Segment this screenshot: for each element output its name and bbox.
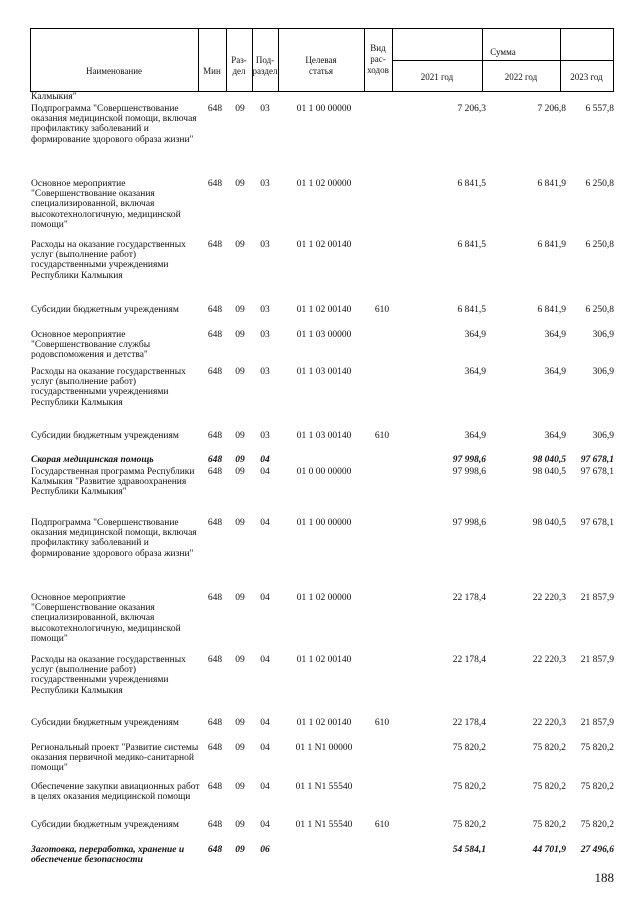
- table-header: [30, 28, 614, 92]
- row-2023: 75 820,2: [580, 743, 614, 753]
- row-min: 648: [207, 820, 223, 830]
- row-name: Обеспечение закупки авиационных работ в целях оказания медицинской помощи: [31, 782, 200, 803]
- row-2022: 98 040,5: [532, 467, 566, 477]
- row-razdel: 09: [235, 104, 245, 114]
- row-2021: 364,9: [464, 431, 486, 441]
- row-2023: 6 250,8: [585, 305, 614, 315]
- row-razdel: 09: [235, 455, 245, 465]
- row-name: Субсидии бюджетным учреждениям: [31, 718, 179, 728]
- row-podrazdel: 06: [260, 845, 270, 855]
- header-name: Наименование: [85, 66, 143, 76]
- row-name: Подпрограмма "Совершенствование оказания медицинской помощи, включая профилактику заболеваний и формирование здорового образа жизни": [31, 104, 197, 145]
- row-name: Расходы на оказание государственных услуг (выполнение работ) государственными учреждениями Республики Калмыкия: [31, 367, 186, 408]
- row-min: 648: [207, 518, 223, 528]
- row-podrazdel: 04: [260, 655, 270, 665]
- row-podrazdel: 04: [260, 782, 270, 792]
- row-2023: 97 678,1: [580, 467, 614, 477]
- row-celevaya: 01 1 N1 55540: [295, 820, 353, 830]
- row-min: 648: [207, 467, 223, 477]
- row-min: 648: [207, 782, 223, 792]
- row-2021: 75 820,2: [452, 820, 486, 830]
- row-podrazdel: 04: [260, 593, 270, 603]
- row-2022: 22 220,3: [532, 593, 566, 603]
- row-2023: 6 557,8: [585, 104, 614, 114]
- row-min: 648: [207, 104, 223, 114]
- row-celevaya: 01 1 02 00140: [296, 655, 352, 665]
- row-2022: 44 701,9: [532, 845, 566, 855]
- row-podrazdel: 04: [260, 820, 270, 830]
- row-2022: 22 220,3: [532, 655, 566, 665]
- header-year-2022: 2022 год: [504, 72, 538, 82]
- row-2021: 97 998,6: [452, 467, 486, 477]
- row-min: 648: [207, 743, 223, 753]
- row-2021: 54 584,1: [452, 845, 486, 855]
- page-number: 188: [594, 870, 614, 885]
- row-vid: 610: [374, 305, 390, 315]
- row-2021: 97 998,6: [452, 455, 486, 465]
- row-name: Государственная программа Республики Калмыкия "Развитие здравоохранения Республики Калмыкия": [31, 467, 195, 498]
- header-vid: Вид рас- ходов: [367, 43, 389, 75]
- row-name: Расходы на оказание государственных услуг (выполнение работ) государственными учреждениями Республики Калмыкия: [31, 240, 186, 281]
- row-podrazdel: 03: [260, 431, 270, 441]
- row-celevaya: 01 1 02 00000: [296, 179, 352, 189]
- row-2021: 97 998,6: [452, 518, 486, 528]
- row-razdel: 09: [235, 240, 245, 250]
- row-2023: 306,9: [592, 330, 614, 340]
- row-2023: 97 678,1: [580, 455, 614, 465]
- row-celevaya: 01 0 00 00000: [296, 467, 352, 477]
- row-2021: 22 178,4: [452, 655, 486, 665]
- row-razdel: 09: [235, 431, 245, 441]
- row-min: 648: [207, 455, 223, 465]
- row-razdel: 09: [235, 782, 245, 792]
- row-name: Основное мероприятие "Совершенствование оказания специализированной, включая высокотехнологичную, медицинской помощи": [31, 179, 181, 230]
- row-name: Субсидии бюджетным учреждениям: [31, 820, 179, 830]
- row-razdel: 09: [235, 467, 245, 477]
- row-2021: 7 206,3: [457, 104, 486, 114]
- row-celevaya: 01 1 00 00000: [296, 104, 352, 114]
- row-2021: 75 820,2: [452, 743, 486, 753]
- row-name: Калмыкия": [31, 92, 77, 102]
- row-min: 648: [207, 431, 223, 441]
- row-2023: 6 250,8: [585, 240, 614, 250]
- row-celevaya: 01 1 02 00140: [296, 240, 352, 250]
- row-razdel: 09: [235, 718, 245, 728]
- row-2022: 75 820,2: [532, 743, 566, 753]
- row-2021: 6 841,5: [457, 179, 486, 189]
- row-celevaya: 01 1 03 00140: [296, 431, 352, 441]
- row-celevaya: 01 1 02 00140: [296, 718, 352, 728]
- row-razdel: 09: [235, 593, 245, 603]
- row-2023: 97 678,1: [580, 518, 614, 528]
- row-2021: 6 841,5: [457, 240, 486, 250]
- row-2022: 98 040,5: [532, 455, 566, 465]
- header-year-2023: 2023 год: [570, 72, 603, 82]
- row-min: 648: [207, 240, 223, 250]
- row-2022: 98 040,5: [532, 518, 566, 528]
- row-razdel: 09: [235, 743, 245, 753]
- row-2023: 27 496,6: [580, 845, 614, 855]
- row-name: Расходы на оказание государственных услуг (выполнение работ) государственными учреждениями Республики Калмыкия: [31, 655, 186, 696]
- row-podrazdel: 04: [260, 743, 270, 753]
- row-min: 648: [207, 655, 223, 665]
- row-vid: 610: [374, 718, 390, 728]
- row-name: Субсидии бюджетным учреждениям: [31, 305, 179, 315]
- header-celevaya: Целевая статья: [305, 55, 337, 76]
- header-summa: Сумма: [490, 47, 516, 57]
- row-min: 648: [207, 845, 223, 855]
- row-2022: 22 220,3: [532, 718, 566, 728]
- row-2021: 75 820,2: [452, 782, 486, 792]
- row-name: Региональный проект "Развитие системы оказания первичной медико-санитарной помощи": [31, 743, 199, 774]
- row-min: 648: [207, 593, 223, 603]
- row-2022: 75 820,2: [532, 782, 566, 792]
- row-celevaya: 01 1 02 00140: [296, 305, 352, 315]
- row-2023: 75 820,2: [580, 820, 614, 830]
- row-razdel: 09: [235, 330, 245, 340]
- row-celevaya: 01 1 N1 55540: [295, 782, 353, 792]
- header-razdel: Раз- дел: [231, 55, 247, 76]
- row-2023: 21 857,9: [580, 655, 614, 665]
- row-2021: 364,9: [464, 367, 486, 377]
- row-celevaya: 01 1 00 00000: [296, 518, 352, 528]
- row-razdel: 09: [235, 518, 245, 528]
- row-2022: 364,9: [544, 431, 566, 441]
- row-2022: 6 841,9: [537, 240, 566, 250]
- row-podrazdel: 04: [260, 455, 270, 465]
- row-celevaya: 01 1 02 00000: [296, 593, 352, 603]
- row-razdel: 09: [235, 845, 245, 855]
- row-razdel: 09: [235, 367, 245, 377]
- row-razdel: 09: [235, 179, 245, 189]
- row-2023: 306,9: [592, 431, 614, 441]
- row-podrazdel: 03: [260, 240, 270, 250]
- row-podrazdel: 04: [260, 518, 270, 528]
- row-vid: 610: [374, 820, 390, 830]
- row-2022: 75 820,2: [532, 820, 566, 830]
- row-name: Заготовка, переработка, хранение и обеспечение безопасности: [31, 845, 185, 866]
- row-name: Подпрограмма "Совершенствование оказания медицинской помощи, включая профилактику заболеваний и формирование здорового образа жизни": [31, 518, 197, 559]
- row-2022: 7 206,8: [537, 104, 566, 114]
- row-2022: 364,9: [544, 367, 566, 377]
- row-celevaya: 01 1 03 00140: [296, 367, 352, 377]
- row-vid: 610: [374, 431, 390, 441]
- row-2021: 6 841,5: [457, 305, 486, 315]
- row-podrazdel: 04: [260, 467, 270, 477]
- row-razdel: 09: [235, 305, 245, 315]
- row-2023: 21 857,9: [580, 593, 614, 603]
- row-name: Субсидии бюджетным учреждениям: [31, 431, 179, 441]
- row-razdel: 09: [235, 655, 245, 665]
- row-name: Основное мероприятие "Совершенствование службы родовспоможения и детства": [31, 330, 151, 361]
- row-podrazdel: 03: [260, 104, 270, 114]
- row-2023: 75 820,2: [580, 782, 614, 792]
- row-razdel: 09: [235, 820, 245, 830]
- header-min: Мин: [203, 66, 221, 76]
- row-celevaya: 01 1 N1 00000: [295, 743, 353, 753]
- row-min: 648: [207, 330, 223, 340]
- row-2021: 22 178,4: [452, 593, 486, 603]
- row-2022: 364,9: [544, 330, 566, 340]
- row-min: 648: [207, 718, 223, 728]
- row-min: 648: [207, 367, 223, 377]
- header-year-2021: 2021 год: [420, 72, 454, 82]
- row-podrazdel: 04: [260, 718, 270, 728]
- row-podrazdel: 03: [260, 305, 270, 315]
- header-podrazdel: Под- раздел: [252, 55, 278, 76]
- row-2022: 6 841,9: [537, 305, 566, 315]
- row-podrazdel: 03: [260, 179, 270, 189]
- row-min: 648: [207, 305, 223, 315]
- row-podrazdel: 03: [260, 330, 270, 340]
- row-podrazdel: 03: [260, 367, 270, 377]
- row-2023: 6 250,8: [585, 179, 614, 189]
- row-celevaya: 01 1 03 00000: [296, 330, 352, 340]
- row-2021: 364,9: [464, 330, 486, 340]
- row-2021: 22 178,4: [452, 718, 486, 728]
- row-2022: 6 841,9: [537, 179, 566, 189]
- row-name: Скорая медицинская помощь: [31, 455, 154, 465]
- row-2023: 21 857,9: [580, 718, 614, 728]
- row-2023: 306,9: [592, 367, 614, 377]
- row-name: Основное мероприятие "Совершенствование оказания специализированной, включая высокотехнологичную, медицинской помощи": [31, 593, 181, 644]
- row-min: 648: [207, 179, 223, 189]
